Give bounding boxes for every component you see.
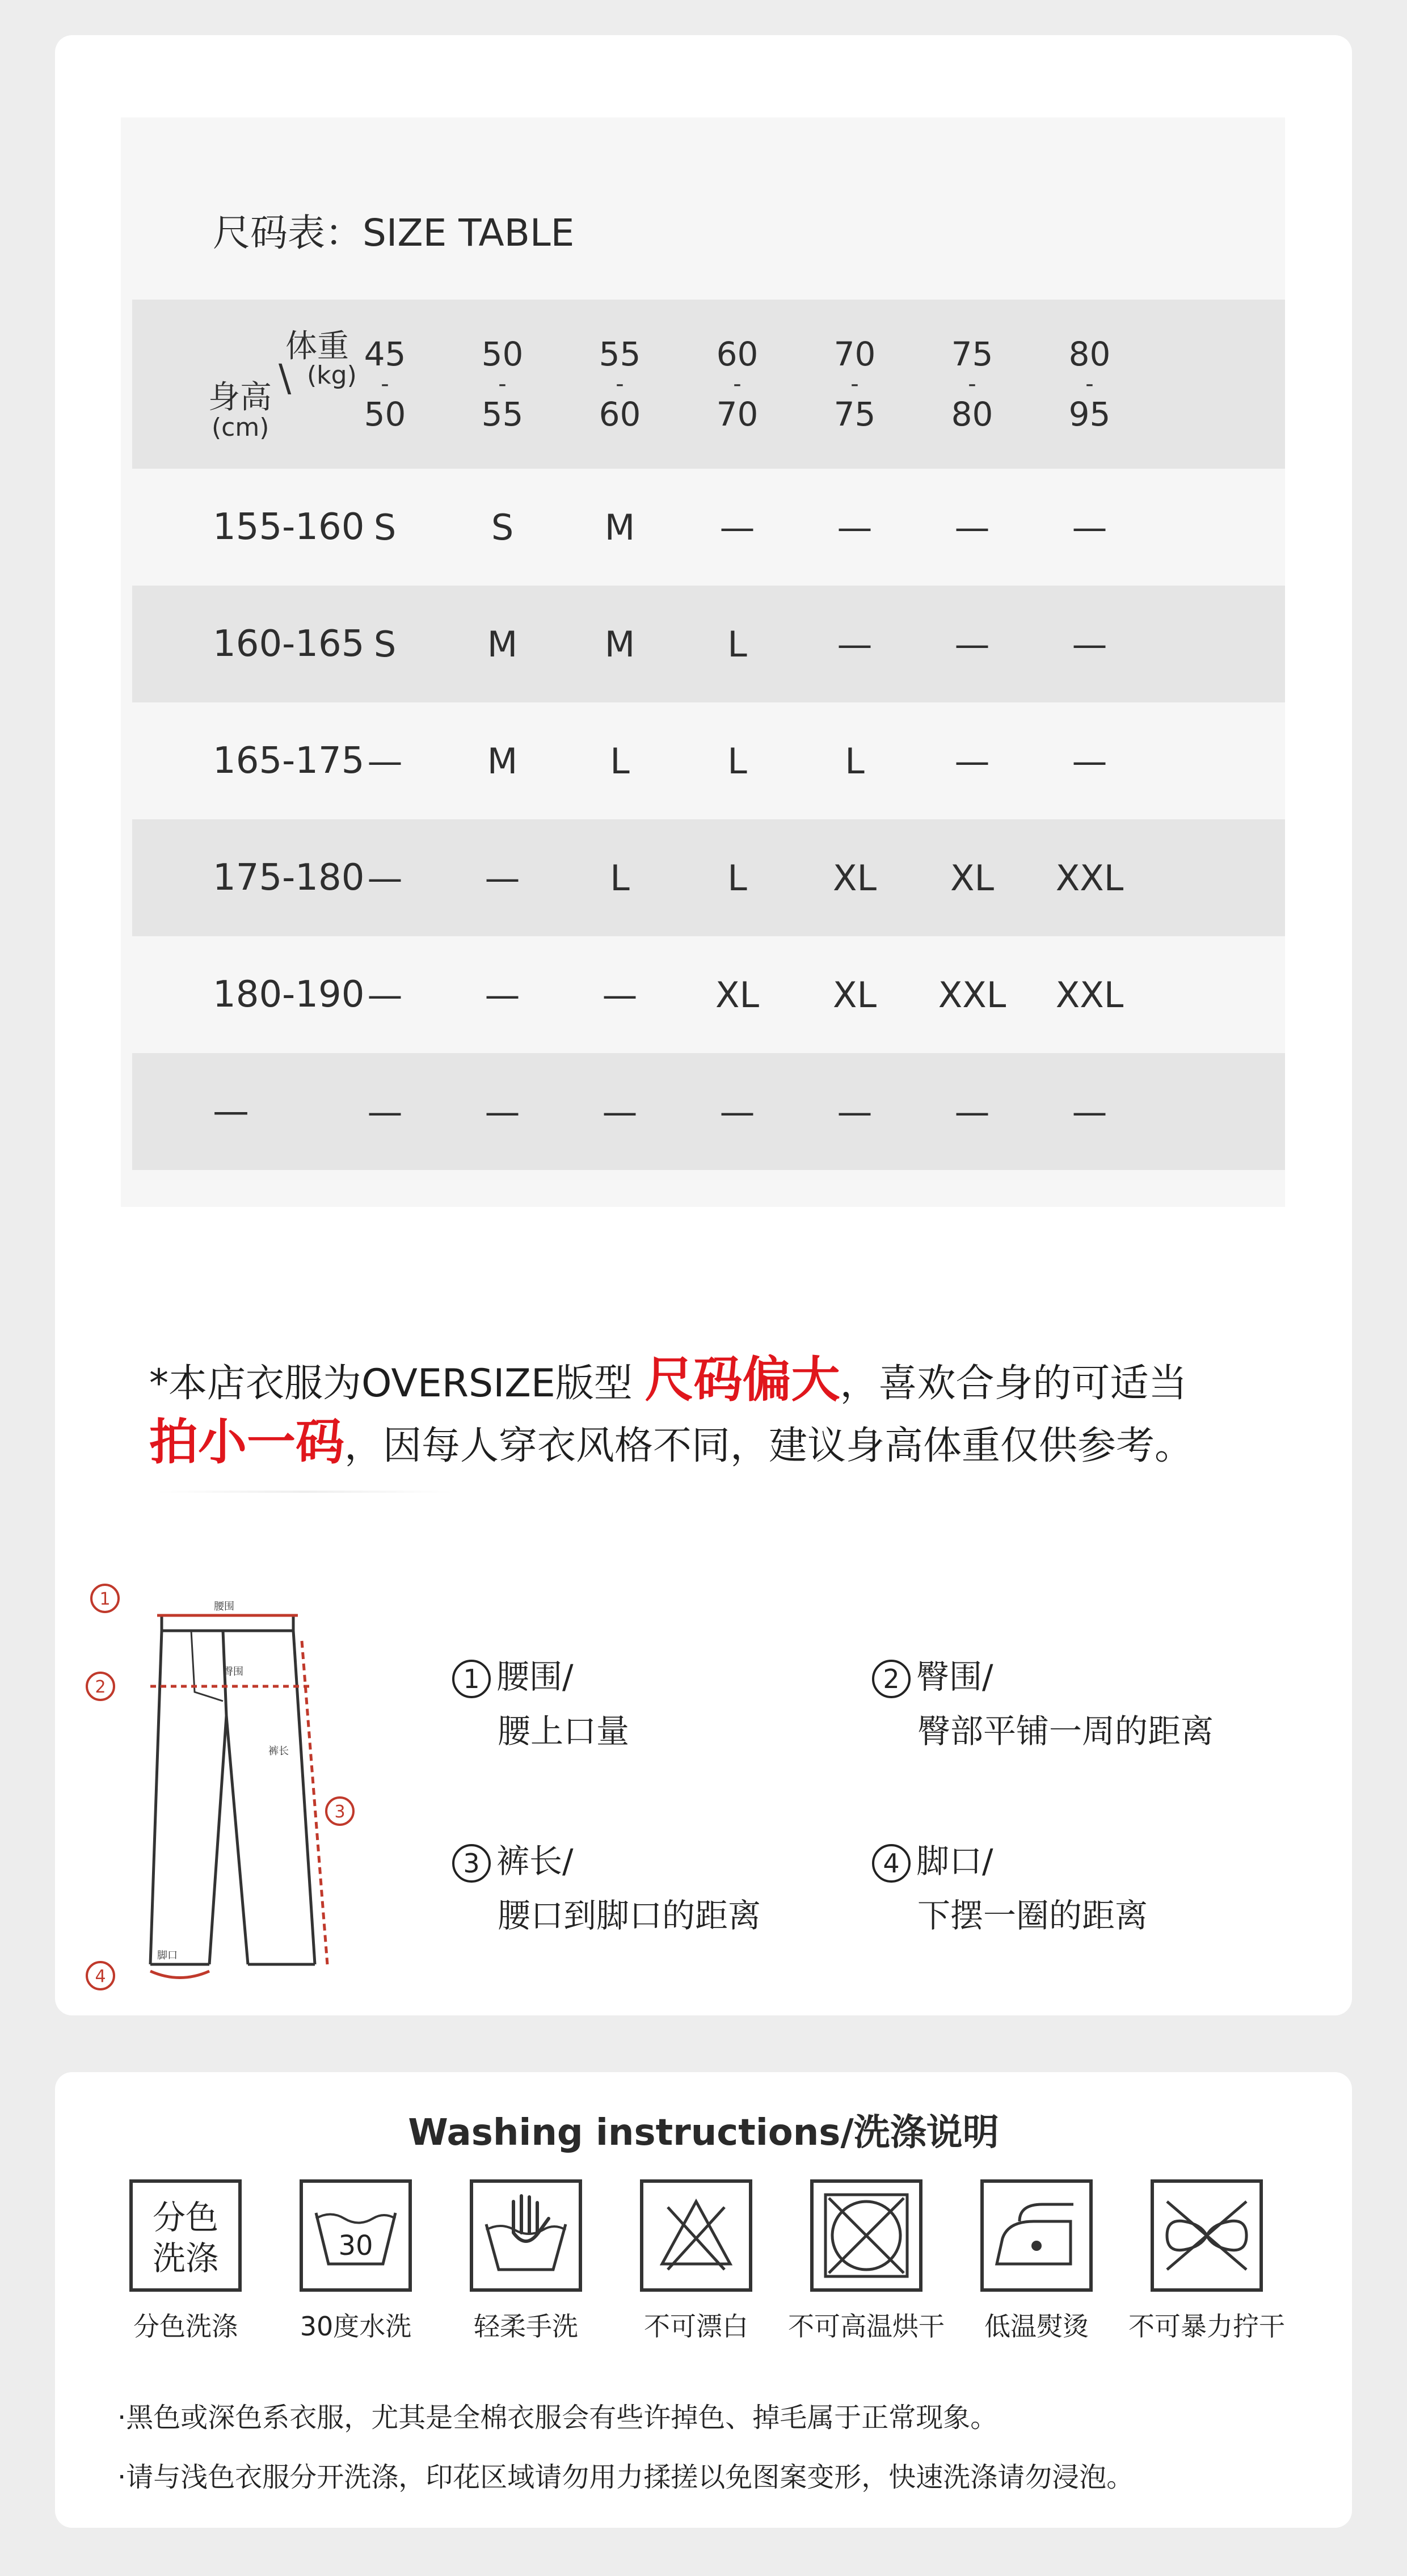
size-cell: XXL (1055, 974, 1124, 1016)
size-cell: XL (715, 974, 759, 1016)
weight-range-sep: - (498, 371, 507, 397)
wash-label: 不可漂白 (644, 2311, 748, 2342)
wash-30-icon (299, 2179, 412, 2292)
weight-range-to: 75 (833, 395, 876, 433)
weight-range-from: 75 (951, 335, 993, 373)
height-range-cell: 175-180 (213, 857, 365, 899)
size-cell: L (727, 857, 747, 899)
weight-range-to: 95 (1068, 395, 1111, 433)
size-cell: S (491, 506, 514, 548)
size-cell: XL (832, 857, 877, 899)
size-cell: — (954, 1091, 990, 1133)
diagram-label-waist: 腰围 (214, 1601, 234, 1613)
wash-label: 不可高温烘干 (788, 2311, 945, 2342)
pants-diagram (78, 1567, 373, 1998)
size-cell: — (1072, 740, 1107, 782)
size-cell: — (602, 1091, 638, 1133)
size-cell: — (837, 506, 873, 548)
weight-range-header (796, 335, 913, 433)
size-cell: — (954, 623, 990, 665)
separate-wash-icon (129, 2179, 242, 2292)
size-cell: — (954, 740, 990, 782)
weight-range-from: 45 (364, 335, 406, 373)
size-cell: M (604, 506, 635, 548)
measure-hem (872, 1834, 1148, 1943)
weight-range-sep: - (733, 371, 742, 397)
size-cell: — (1072, 623, 1107, 665)
height-header: 身高 (208, 379, 272, 416)
note-highlight-size-down: 拍小一码 (149, 1414, 344, 1471)
corner-slash: \ (279, 356, 292, 400)
icon-text: 分色 (152, 2198, 219, 2237)
weight-unit: (kg) (307, 361, 357, 390)
size-cell: L (727, 740, 747, 782)
size-cell: — (837, 623, 873, 665)
size-cell: — (719, 506, 755, 548)
number-badge: 4 (872, 1844, 911, 1883)
measure-desc: 腰口到脚口的距离 (498, 1896, 761, 1935)
size-cell: L (845, 740, 865, 782)
diagram-label-length: 裤长 (268, 1745, 289, 1757)
measure-title: 裤长/ (496, 1842, 574, 1880)
weight-range-header (1031, 335, 1148, 433)
weight-range-sep: - (616, 371, 624, 397)
size-cell: L (610, 740, 630, 782)
note-text: *本店衣服为OVERSIZE版型 (149, 1361, 645, 1406)
height-range-cell: 165-175 (213, 740, 365, 782)
icon-text: 洗涤 (152, 2239, 219, 2278)
weight-range-to: 60 (599, 395, 641, 433)
weight-range-sep: - (1085, 371, 1094, 397)
hand-wash-icon (469, 2179, 583, 2292)
size-cell: — (485, 974, 520, 1016)
no-bleach-icon (639, 2179, 753, 2292)
height-range-cell: 155-160 (213, 506, 365, 548)
measure-title: 腰围/ (496, 1657, 574, 1696)
size-cell: S (373, 506, 397, 548)
size-table-row (132, 702, 1285, 819)
size-cell: L (610, 857, 630, 899)
pants-outline-icon (78, 1567, 373, 1998)
measure-hip (872, 1649, 1214, 1758)
note-highlight-size-large: 尺码偏大 (644, 1352, 840, 1408)
measure-desc: 腰上口量 (498, 1712, 630, 1750)
size-cell: XXL (1055, 857, 1124, 899)
weight-range-header (444, 335, 561, 433)
size-cell: — (837, 1091, 873, 1133)
weight-range-sep: - (968, 371, 976, 397)
no-tumble-dry-icon (810, 2179, 923, 2292)
weight-range-header (561, 335, 679, 433)
note-line-2 (149, 1403, 1284, 1473)
size-cell: M (487, 740, 518, 782)
measure-title: 臀围/ (916, 1657, 993, 1696)
wash-note-2: ·请与浅色衣服分开洗涤，印花区域请勿用力揉搓以免图案变形，快速洗涤请勿浸泡。 (117, 2461, 1134, 2493)
wash-label: 轻柔手洗 (474, 2311, 578, 2342)
note-line-1 (149, 1340, 1284, 1411)
size-cell: — (1072, 1091, 1107, 1133)
diagram-label-hip: 臀围 (223, 1666, 243, 1678)
wash-label: 30度水洗 (300, 2311, 412, 2342)
weight-range-from: 70 (833, 335, 876, 373)
weight-range-to: 80 (951, 395, 993, 433)
weight-range-to: 50 (364, 395, 406, 433)
weight-range-header (679, 335, 796, 433)
height-range-cell: — (213, 1091, 249, 1133)
weight-range-sep: - (850, 371, 859, 397)
size-cell: — (367, 974, 403, 1016)
size-table-title: 尺码表：SIZE TABLE (213, 211, 575, 255)
size-table-panel (121, 117, 1285, 1207)
washing-card (55, 2072, 1352, 2528)
weight-range-header (913, 335, 1031, 433)
size-table-row (132, 819, 1285, 936)
low-iron-icon (980, 2179, 1093, 2292)
measure-waist (452, 1649, 629, 1758)
divider (157, 1491, 452, 1493)
weight-header: 体重 (285, 328, 349, 365)
weight-range-from: 55 (599, 335, 641, 373)
size-table-row (132, 1053, 1285, 1170)
diagram-num-2: 2 (95, 1677, 106, 1697)
wash-note-1: ·黑色或深色系衣服，尤其是全棉衣服会有些许掉色、掉毛属于正常现象。 (117, 2402, 998, 2434)
wash-label: 分色洗涤 (133, 2311, 238, 2342)
wash-label: 不可暴力拧干 (1128, 2311, 1285, 2342)
size-table-header-row (132, 300, 1285, 469)
size-cell: M (604, 623, 635, 665)
weight-range-to: 70 (716, 395, 759, 433)
size-cell: — (367, 1091, 403, 1133)
size-cell: XL (950, 857, 994, 899)
measure-length (452, 1834, 761, 1943)
weight-range-from: 50 (481, 335, 524, 373)
note-text: ，因每人穿衣风格不同，建议身高体重仅供参考。 (344, 1424, 1194, 1468)
diagram-num-4: 4 (95, 1967, 106, 1986)
diagram-num-1: 1 (99, 1589, 111, 1609)
height-range-cell: 180-190 (213, 974, 365, 1016)
size-cell: — (1072, 506, 1107, 548)
size-table-corner (132, 300, 357, 469)
note-text: ，喜欢合身的可适当 (840, 1361, 1187, 1406)
number-badge: 3 (452, 1844, 491, 1883)
size-table-row (132, 936, 1285, 1053)
number-badge: 2 (872, 1660, 911, 1698)
size-cell: XXL (938, 974, 1006, 1016)
size-table-row (132, 469, 1285, 586)
measure-title: 脚口/ (916, 1842, 993, 1880)
weight-range-from: 60 (716, 335, 759, 373)
size-table-row (132, 586, 1285, 702)
washing-title: Washing instructions/洗涤说明 (408, 2112, 999, 2154)
size-cell: — (367, 857, 403, 899)
size-cell: — (367, 740, 403, 782)
size-cell: — (485, 1091, 520, 1133)
size-cell: XL (832, 974, 877, 1016)
weight-range-to: 55 (481, 395, 524, 433)
size-cell: — (485, 857, 520, 899)
weight-range-from: 80 (1068, 335, 1111, 373)
no-wring-icon (1150, 2179, 1263, 2292)
size-info-card (55, 35, 1352, 2015)
height-range-cell: 160-165 (213, 623, 365, 665)
size-cell: — (602, 974, 638, 1016)
size-cell: — (719, 1091, 755, 1133)
size-cell: — (954, 506, 990, 548)
size-cell: L (727, 623, 747, 665)
weight-range-sep: - (381, 371, 389, 397)
number-badge: 1 (452, 1660, 491, 1698)
height-unit: (cm) (212, 413, 269, 442)
icon-temp: 30 (338, 2230, 373, 2262)
wash-label: 低温熨烫 (984, 2311, 1089, 2342)
measure-desc: 臀部平铺一周的距离 (917, 1712, 1214, 1750)
size-cell: M (487, 623, 518, 665)
measure-desc: 下摆一圈的距离 (917, 1896, 1148, 1935)
diagram-num-3: 3 (334, 1802, 346, 1822)
diagram-label-hem: 脚口 (157, 1950, 178, 1962)
size-cell: S (373, 623, 397, 665)
